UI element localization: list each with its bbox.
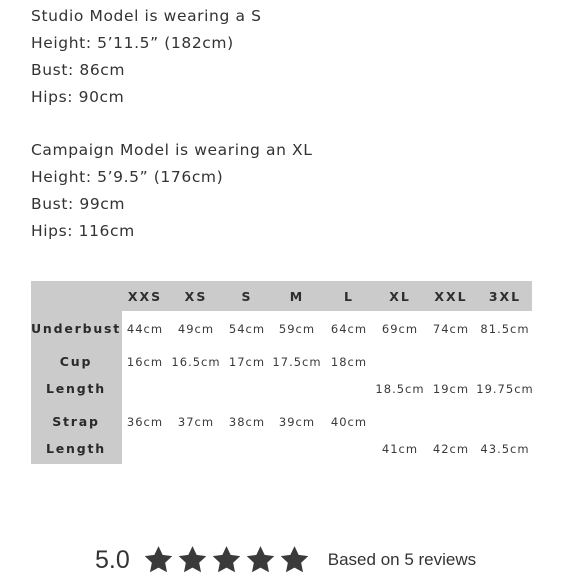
reviews-link[interactable]: Based on 5 reviews <box>327 550 477 569</box>
row-label-cup-length: Length <box>46 381 106 396</box>
studio-model-wearing: Studio Model is wearing a S <box>31 7 262 25</box>
cup-length-xxs: 16cm <box>126 355 164 369</box>
size-header-xxs: XXS <box>127 289 163 304</box>
row-label-strap: Strap <box>52 414 100 429</box>
star-icon <box>142 544 175 576</box>
underbust-xxl: 74cm <box>432 322 470 336</box>
strap-length-3xl: 43.5cm <box>480 442 530 456</box>
cup-length-xxl: 19cm <box>432 382 470 396</box>
underbust-l: 64cm <box>330 322 368 336</box>
underbust-m: 59cm <box>278 322 316 336</box>
size-header-3xl: 3XL <box>488 289 522 304</box>
underbust-xs: 49cm <box>177 322 215 336</box>
star-icon <box>278 544 311 576</box>
strap-length-xxl: 42cm <box>432 442 470 456</box>
row-label-underbust: Underbust <box>30 321 122 336</box>
star-rating <box>142 544 312 576</box>
studio-model-height: Height: 5’11.5” (182cm) <box>31 34 234 52</box>
underbust-xl: 69cm <box>381 322 419 336</box>
studio-model-hips: Hips: 90cm <box>31 88 125 106</box>
cup-length-m: 17.5cm <box>272 355 322 369</box>
strap-length-s: 38cm <box>228 415 266 429</box>
cup-length-l: 18cm <box>330 355 368 369</box>
strap-length-xs: 37cm <box>177 415 215 429</box>
size-header-m: M <box>289 289 305 304</box>
campaign-model-bust: Bust: 99cm <box>31 195 126 213</box>
size-header-l: L <box>344 289 354 304</box>
strap-length-xl: 41cm <box>381 442 419 456</box>
star-icon <box>244 544 277 576</box>
studio-model-bust: Bust: 86cm <box>31 61 126 79</box>
cup-length-xs: 16.5cm <box>171 355 221 369</box>
star-icon <box>210 544 243 576</box>
campaign-model-height: Height: 5’9.5” (176cm) <box>31 168 224 186</box>
star-icon <box>176 544 209 576</box>
rating-value: 5.0 <box>95 545 130 574</box>
underbust-s: 54cm <box>228 322 266 336</box>
underbust-xxs: 44cm <box>126 322 164 336</box>
strap-length-l: 40cm <box>330 415 368 429</box>
underbust-3xl: 81.5cm <box>480 322 530 336</box>
strap-length-m: 39cm <box>278 415 316 429</box>
cup-length-xl: 18.5cm <box>375 382 425 396</box>
cup-length-3xl: 19.75cm <box>476 382 534 396</box>
reviews-summary[interactable] <box>95 540 476 580</box>
row-label-cup: Cup <box>59 354 93 369</box>
studio-model-info <box>31 3 262 111</box>
row-label-strap-length: Length <box>46 441 106 456</box>
strap-length-xxs: 36cm <box>126 415 164 429</box>
size-chart-table <box>31 281 532 464</box>
campaign-model-info <box>31 137 313 245</box>
campaign-model-wearing: Campaign Model is wearing an XL <box>31 141 313 159</box>
size-header-s: S <box>241 289 253 304</box>
size-header-xl: XL <box>389 289 411 304</box>
size-header-xxl: XXL <box>434 289 468 304</box>
size-header-xs: XS <box>184 289 208 304</box>
campaign-model-hips: Hips: 116cm <box>31 222 135 240</box>
cup-length-s: 17cm <box>228 355 266 369</box>
